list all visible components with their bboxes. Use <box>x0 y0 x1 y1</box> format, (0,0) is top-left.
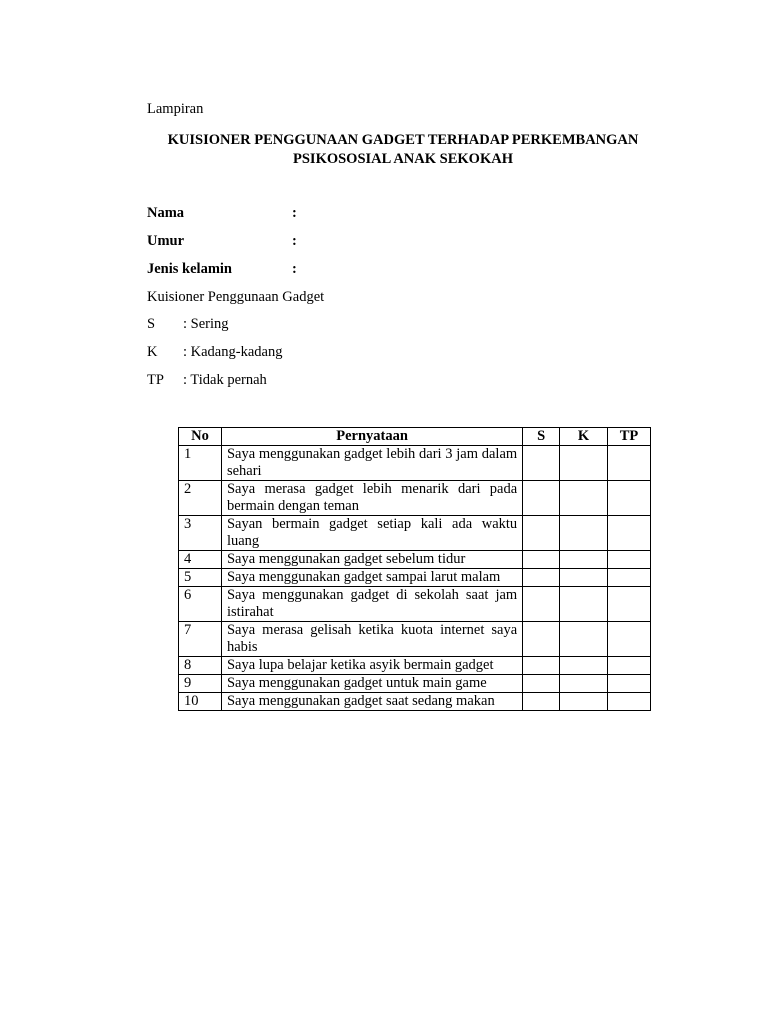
answer-k-cell[interactable] <box>560 481 608 516</box>
answer-s-cell[interactable] <box>523 551 560 569</box>
answer-tp-cell[interactable] <box>608 693 651 711</box>
appendix-label: Lampiran <box>147 101 204 117</box>
table-row <box>179 675 651 693</box>
table-header-row <box>179 428 651 446</box>
answer-tp-cell[interactable] <box>608 446 651 481</box>
title-line-1: KUISIONER PENGGUNAAN GADGET TERHADAP PERKEMBANGAN <box>167 132 639 148</box>
header-s: S <box>523 428 560 446</box>
field-umur <box>147 233 297 250</box>
row-statement: Saya lupa belajar ketika asyik bermain gadget <box>221 657 522 675</box>
answer-tp-cell[interactable] <box>608 657 651 675</box>
answer-k-cell[interactable] <box>560 569 608 587</box>
answer-k-cell[interactable] <box>560 587 608 622</box>
answer-tp-cell[interactable] <box>608 675 651 693</box>
legend-code: TP <box>147 372 164 388</box>
field-nama-label: Nama <box>147 205 185 221</box>
legend-code: S <box>147 316 156 332</box>
answer-s-cell[interactable] <box>523 675 560 693</box>
section-label: Kuisioner Penggunaan Gadget <box>147 289 325 305</box>
row-statement: Saya merasa gadget lebih menarik dari pada bermain dengan teman <box>221 481 522 516</box>
answer-tp-cell[interactable] <box>608 551 651 569</box>
field-umur-label: Umur <box>147 233 185 249</box>
row-statement: Saya menggunakan gadget di sekolah saat jam istirahat <box>221 587 522 622</box>
table-row <box>179 446 651 481</box>
table-row <box>179 481 651 516</box>
field-nama-colon: : <box>292 205 297 221</box>
row-number: 5 <box>179 569 222 587</box>
document-title <box>120 131 686 169</box>
legend-desc: : Sering <box>183 316 229 332</box>
answer-k-cell[interactable] <box>560 657 608 675</box>
row-number: 1 <box>179 446 222 481</box>
legend-code: K <box>147 344 158 360</box>
answer-tp-cell[interactable] <box>608 516 651 551</box>
row-statement: Saya menggunakan gadget lebih dari 3 jam dalam sehari <box>221 446 522 481</box>
answer-tp-cell[interactable] <box>608 587 651 622</box>
field-umur-colon: : <box>292 233 297 249</box>
table-row <box>179 693 651 711</box>
row-number: 9 <box>179 675 222 693</box>
legend-item <box>147 372 267 389</box>
header-no: No <box>179 428 222 446</box>
answer-s-cell[interactable] <box>523 446 560 481</box>
answer-k-cell[interactable] <box>560 693 608 711</box>
legend-item <box>147 344 282 361</box>
row-number: 10 <box>179 693 222 711</box>
answer-s-cell[interactable] <box>523 622 560 657</box>
table-row <box>179 587 651 622</box>
legend-desc: : Tidak pernah <box>183 372 267 388</box>
row-number: 4 <box>179 551 222 569</box>
table-row <box>179 657 651 675</box>
legend-desc: : Kadang-kadang <box>183 344 283 360</box>
answer-s-cell[interactable] <box>523 569 560 587</box>
answer-k-cell[interactable] <box>560 675 608 693</box>
legend-item <box>147 316 229 333</box>
row-statement: Saya menggunakan gadget saat sedang makan <box>221 693 522 711</box>
row-number: 2 <box>179 481 222 516</box>
field-jenis-kelamin-colon: : <box>292 261 297 277</box>
field-nama <box>147 205 297 222</box>
row-number: 6 <box>179 587 222 622</box>
row-number: 7 <box>179 622 222 657</box>
answer-s-cell[interactable] <box>523 481 560 516</box>
answer-k-cell[interactable] <box>560 446 608 481</box>
answer-k-cell[interactable] <box>560 622 608 657</box>
field-jenis-kelamin <box>147 261 297 278</box>
answer-s-cell[interactable] <box>523 657 560 675</box>
header-k: K <box>560 428 608 446</box>
answer-tp-cell[interactable] <box>608 622 651 657</box>
table-row <box>179 622 651 657</box>
field-jenis-kelamin-label: Jenis kelamin <box>147 261 232 277</box>
row-number: 3 <box>179 516 222 551</box>
answer-s-cell[interactable] <box>523 693 560 711</box>
answer-k-cell[interactable] <box>560 551 608 569</box>
row-statement: Saya menggunakan gadget sebelum tidur <box>221 551 522 569</box>
row-number: 8 <box>179 657 222 675</box>
answer-s-cell[interactable] <box>523 587 560 622</box>
answer-tp-cell[interactable] <box>608 481 651 516</box>
table-row <box>179 551 651 569</box>
header-tp: TP <box>608 428 651 446</box>
questionnaire-table <box>178 427 651 711</box>
row-statement: Saya menggunakan gadget sampai larut malam <box>221 569 522 587</box>
title-line-2: PSIKOSOSIAL ANAK SEKOKAH <box>293 151 513 167</box>
row-statement: Saya menggunakan gadget untuk main game <box>221 675 522 693</box>
table-row <box>179 569 651 587</box>
row-statement: Sayan bermain gadget setiap kali ada waktu luang <box>221 516 522 551</box>
table-row <box>179 516 651 551</box>
answer-s-cell[interactable] <box>523 516 560 551</box>
header-statement: Pernyataan <box>221 428 522 446</box>
answer-tp-cell[interactable] <box>608 569 651 587</box>
answer-k-cell[interactable] <box>560 516 608 551</box>
row-statement: Saya merasa gelisah ketika kuota internet saya habis <box>221 622 522 657</box>
